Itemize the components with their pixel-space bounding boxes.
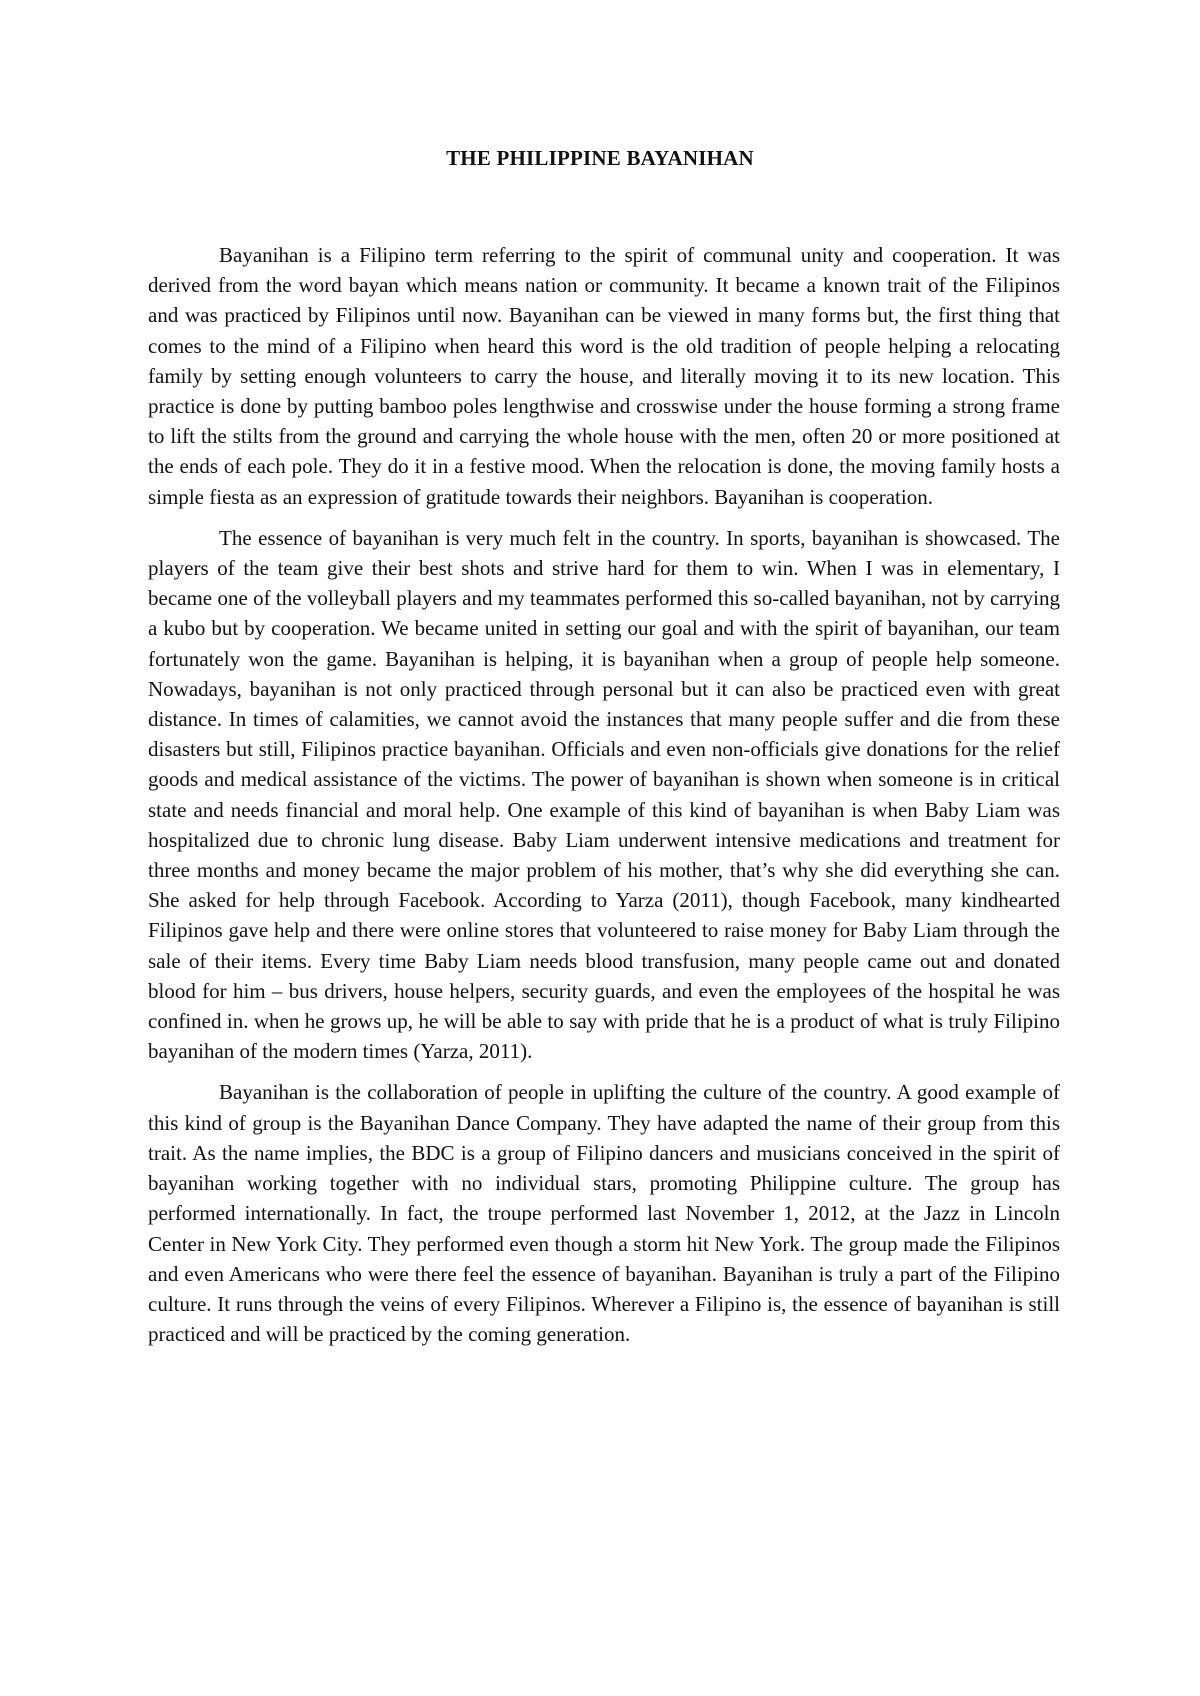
document-title: THE PHILIPPINE BAYANIHAN	[446, 146, 754, 170]
paragraph-3: Bayanihan is the collaboration of people in uplifting the culture of the country. A good example of this kind of group is the Bayanihan Dance Company. They have adapted the name of their group from this trait. As the name implies, the BDC is a group of Filipino dancers and musicians conceived in the spirit of bayanihan working together with no individual stars, promoting Philippine culture. The group has performed internationally. In fact, the troupe performed last November 1, 2012, at the Jazz in Lincoln Center in New York City. They performed even though a storm hit New York. The group made the Filipinos and even Americans who were there feel the essence of bayanihan. Bayanihan is truly a part of the Filipino culture. It runs through the veins of every Filipinos. Wherever a Filipino is, the essence of bayanihan is still practiced and will be practiced by the coming generation.	[148, 1080, 1060, 1347]
paragraph-2: The essence of bayanihan is very much felt in the country. In sports, bayanihan is showcased. The players of the team give their best shots and strive hard for them to win. When I was in elementary, I became one of the volleyball players and my teammates performed this so-called bayanihan, not by carrying a kubo but by cooperation. We became united in setting our goal and with the spirit of bayanihan, our team fortunately won the game. Bayanihan is helping, it is bayanihan when a group of people help someone. Nowadays, bayanihan is not only practiced through personal but it can also be practiced even with great distance. In times of calamities, we cannot avoid the instances that many people suffer and die from these disasters but still, Filipinos practice bayanihan. Officials and even non-officials give donations for the relief goods and medical assistance of the victims. The power of bayanihan is shown when someone is in critical state and needs financial and moral help. One example of this kind of bayanihan is when Baby Liam was hospitalized due to chronic lung disease. Baby Liam underwent intensive medications and treatment for three months and money became the major problem of his mother, that’s why she did everything she can. She asked for help through Facebook. According to Yarza (2011), though Facebook, many kindhearted Filipinos gave help and there were online stores that volunteered to raise money for Baby Liam through the sale of their items. Every time Baby Liam needs blood transfusion, many people came out and donated blood for him – bus drivers, house helpers, security guards, and even the employees of the hospital he was confined in. when he grows up, he will be able to say with pride that he is a product of what is truly Filipino bayanihan of the modern times (Yarza, 2011).	[148, 525, 1060, 1064]
document-body	[148, 240, 1060, 1360]
paragraph-1: Bayanihan is a Filipino term referring to the spirit of communal unity and cooperation. It was derived from the word bayan which means nation or community. It became a known trait of the Filipinos and was practiced by Filipinos until now. Bayanihan can be viewed in many forms but, the first thing that comes to the mind of a Filipino when heard this word is the old tradition of people helping a relocating family by setting enough volunteers to carry the house, and literally moving it to its new location. This practice is done by putting bamboo poles lengthwise and crosswise under the house forming a strong frame to lift the stilts from the ground and carrying the whole house with the men, often 20 or more positioned at the ends of each pole. They do it in a festive mood. When the relocation is done, the moving family hosts a simple fiesta as an expression of gratitude towards their neighbors. Bayanihan is cooperation.	[148, 243, 1060, 509]
